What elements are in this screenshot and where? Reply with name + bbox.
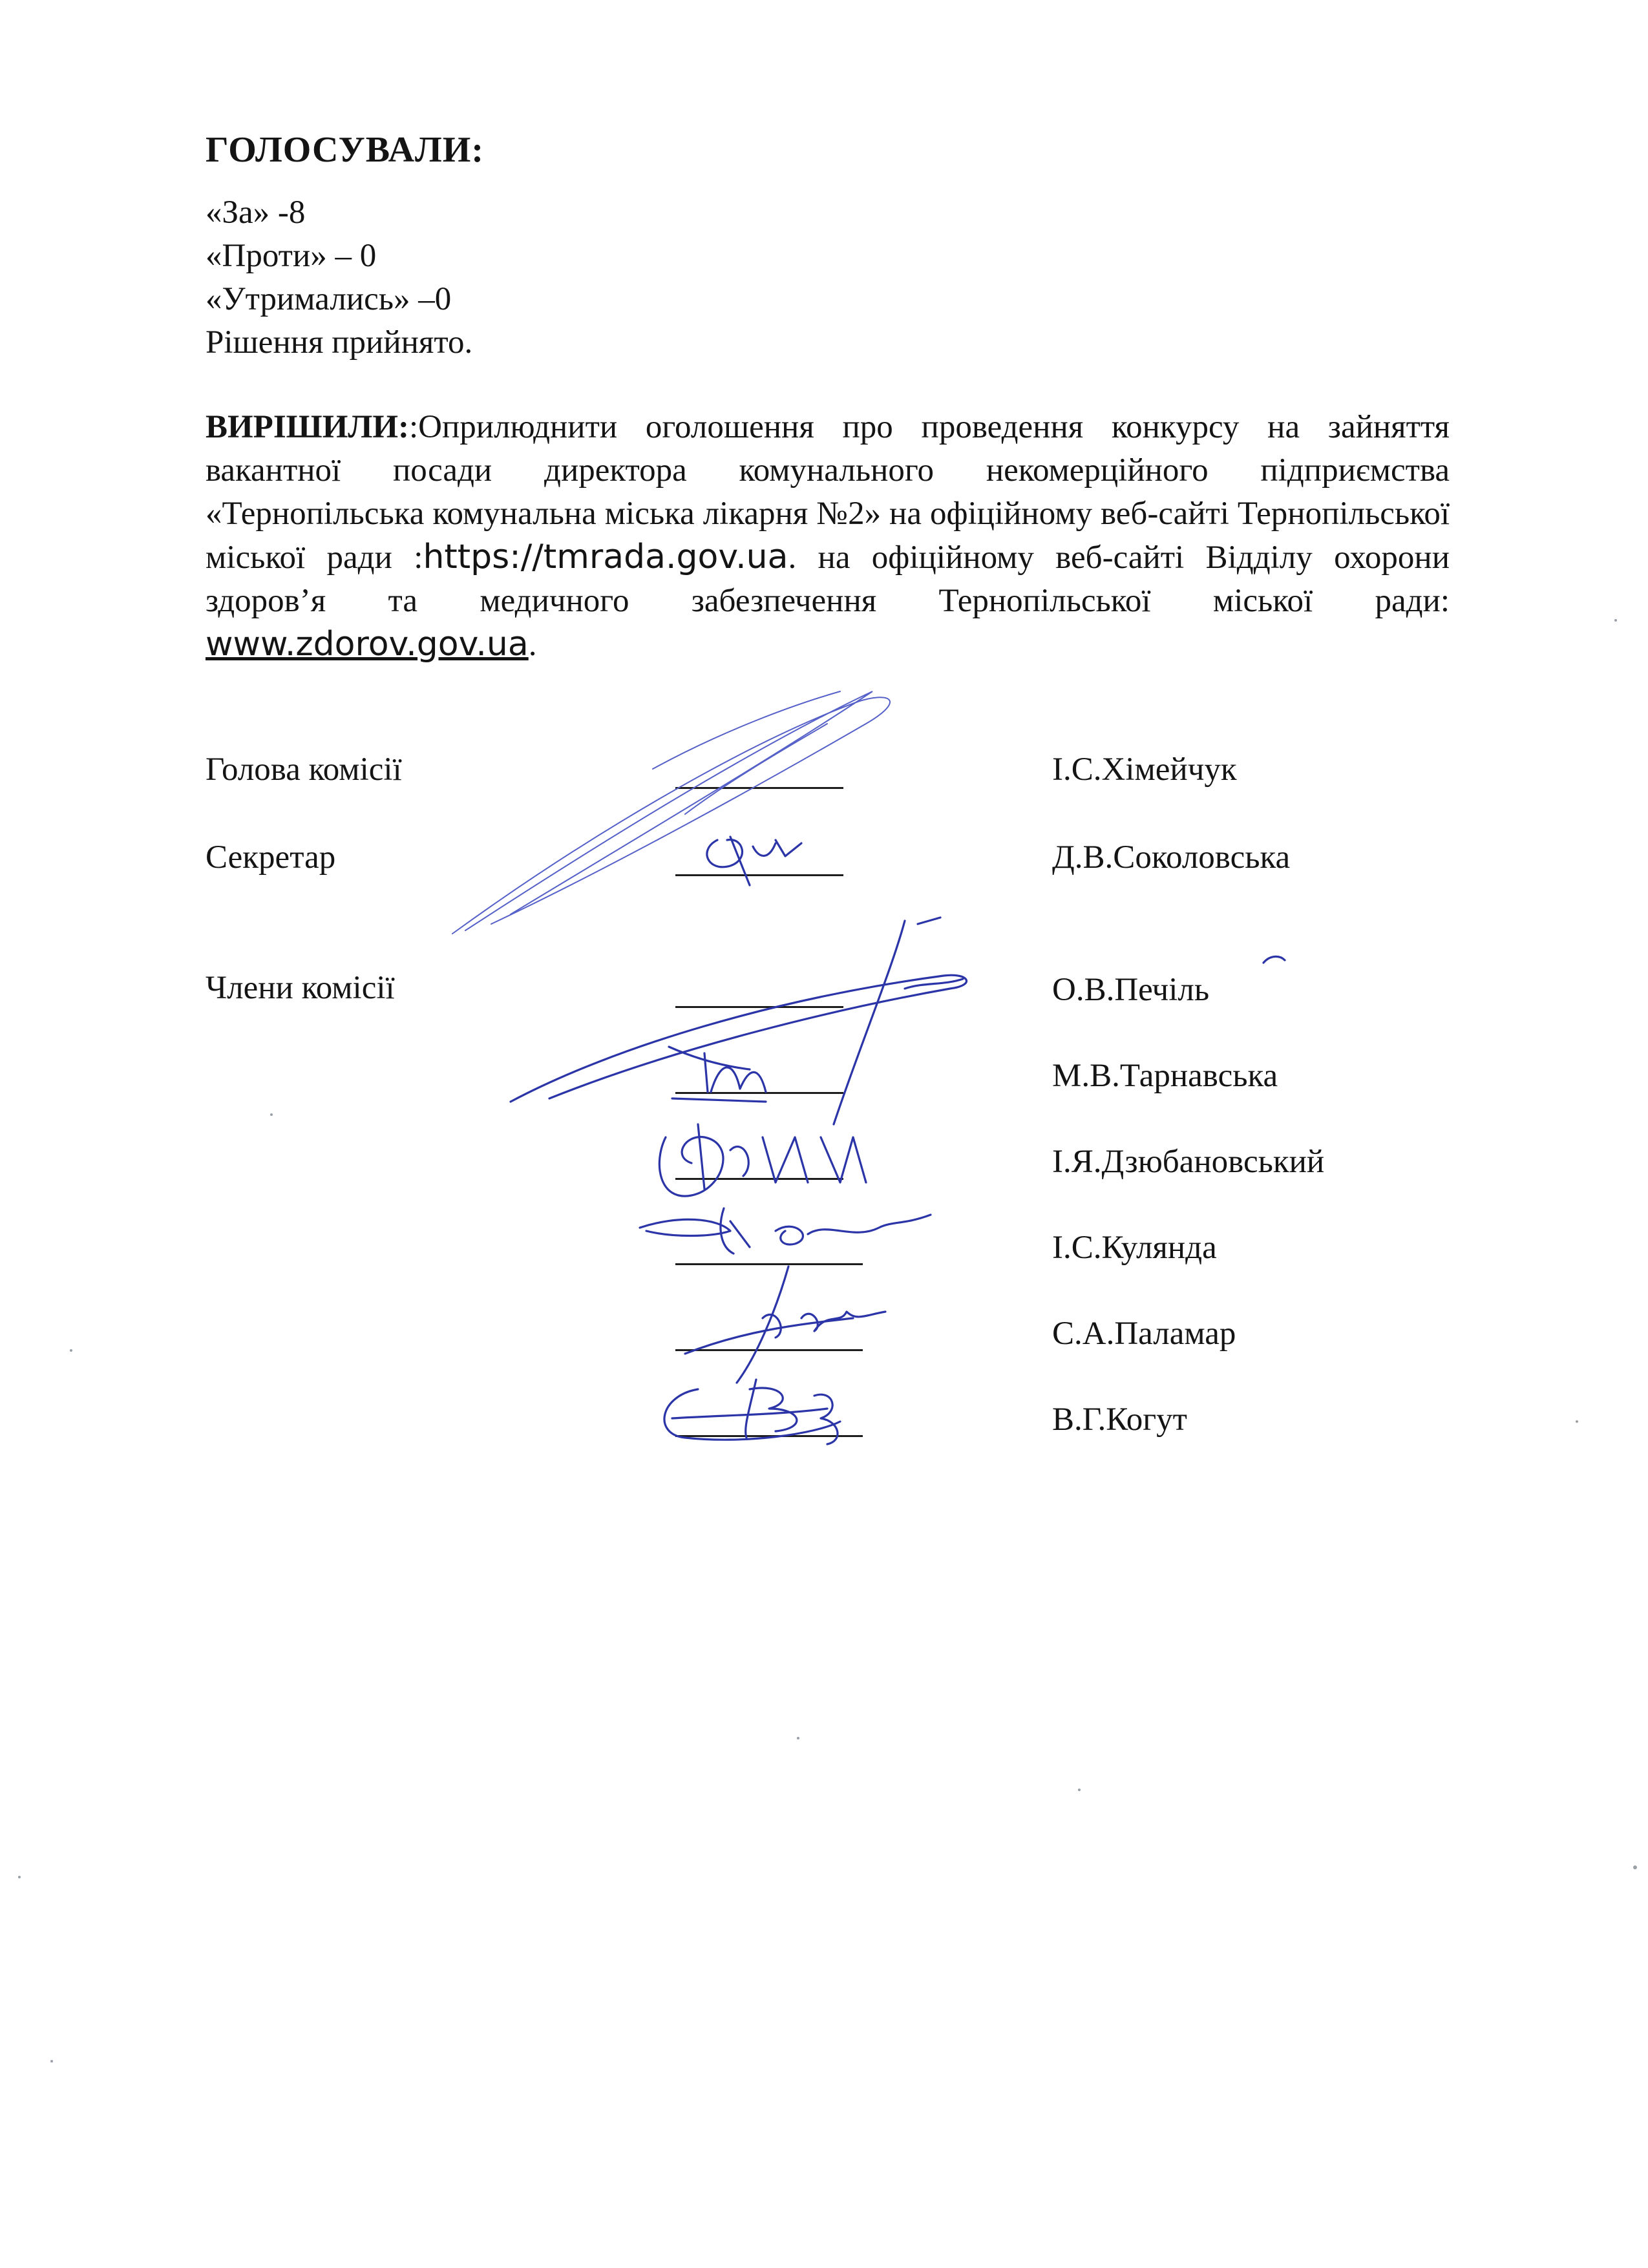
member-name: І.Я.Дзюбановський [1052,1144,1325,1180]
decision-adopted: Рішення прийнято. [206,324,473,361]
decision-label: ВИРІШИЛИ: [206,409,410,445]
member-signature-line [675,1006,843,1008]
member-6-signature [664,1380,840,1444]
vote-abstained: «Утримались» –0 [206,281,452,317]
chair-signature [452,691,890,934]
decision-paragraph [206,406,1450,667]
member-5-signature [685,1266,885,1383]
secretary-label: Секретар [206,839,336,876]
small-pen-mark [1263,956,1285,963]
member-name: І.С.Кулянда [1052,1230,1217,1266]
member-name: С.А.Паламар [1052,1316,1236,1352]
member-signature-line [675,1178,843,1180]
member-signature-line [675,1349,863,1351]
member-signature-line [675,1435,863,1437]
decision-text-1: :Оприлюднити оголошення про проведення конкурсу на зайняття вакантної посади директора комунального некомерційного підприємства «Тернопільська комунальна міська лікарня №2» на офіційному веб-сайті Тернопільської міської ради : [206,409,1450,576]
decision-text-2: . на офіційному веб-сайті Відділу охорони здоров’я та медичного забезпечення Тернопільської міської ради: [206,540,1450,619]
member-signature-line [675,1092,843,1094]
health-dept-url: www.zdorov.gov.ua [206,625,529,664]
chair-label: Голова комісії [206,751,402,788]
secretary-signature-line [675,874,843,876]
member-name: В.Г.Когут [1052,1402,1187,1438]
vote-for: «За» -8 [206,194,306,231]
city-council-url: https://tmrada.gov.ua [423,538,788,576]
member-signature-line [675,1263,863,1265]
member-4-signature [640,1208,931,1254]
member-3-signature [659,1124,866,1196]
vote-against: «Проти» – 0 [206,238,377,274]
members-label: Члени комісії [206,970,395,1006]
chair-name: І.С.Хімейчук [1052,751,1237,788]
chair-signature-line [675,787,843,789]
decision-text-3: . [528,627,537,663]
member-name: М.В.Тарнавська [1052,1058,1278,1094]
secretary-name: Д.В.Соколовська [1052,839,1291,876]
voting-heading: ГОЛОСУВАЛИ: [206,130,484,170]
secretary-signature [707,837,801,885]
member-name: О.В.Печіль [1052,972,1210,1008]
